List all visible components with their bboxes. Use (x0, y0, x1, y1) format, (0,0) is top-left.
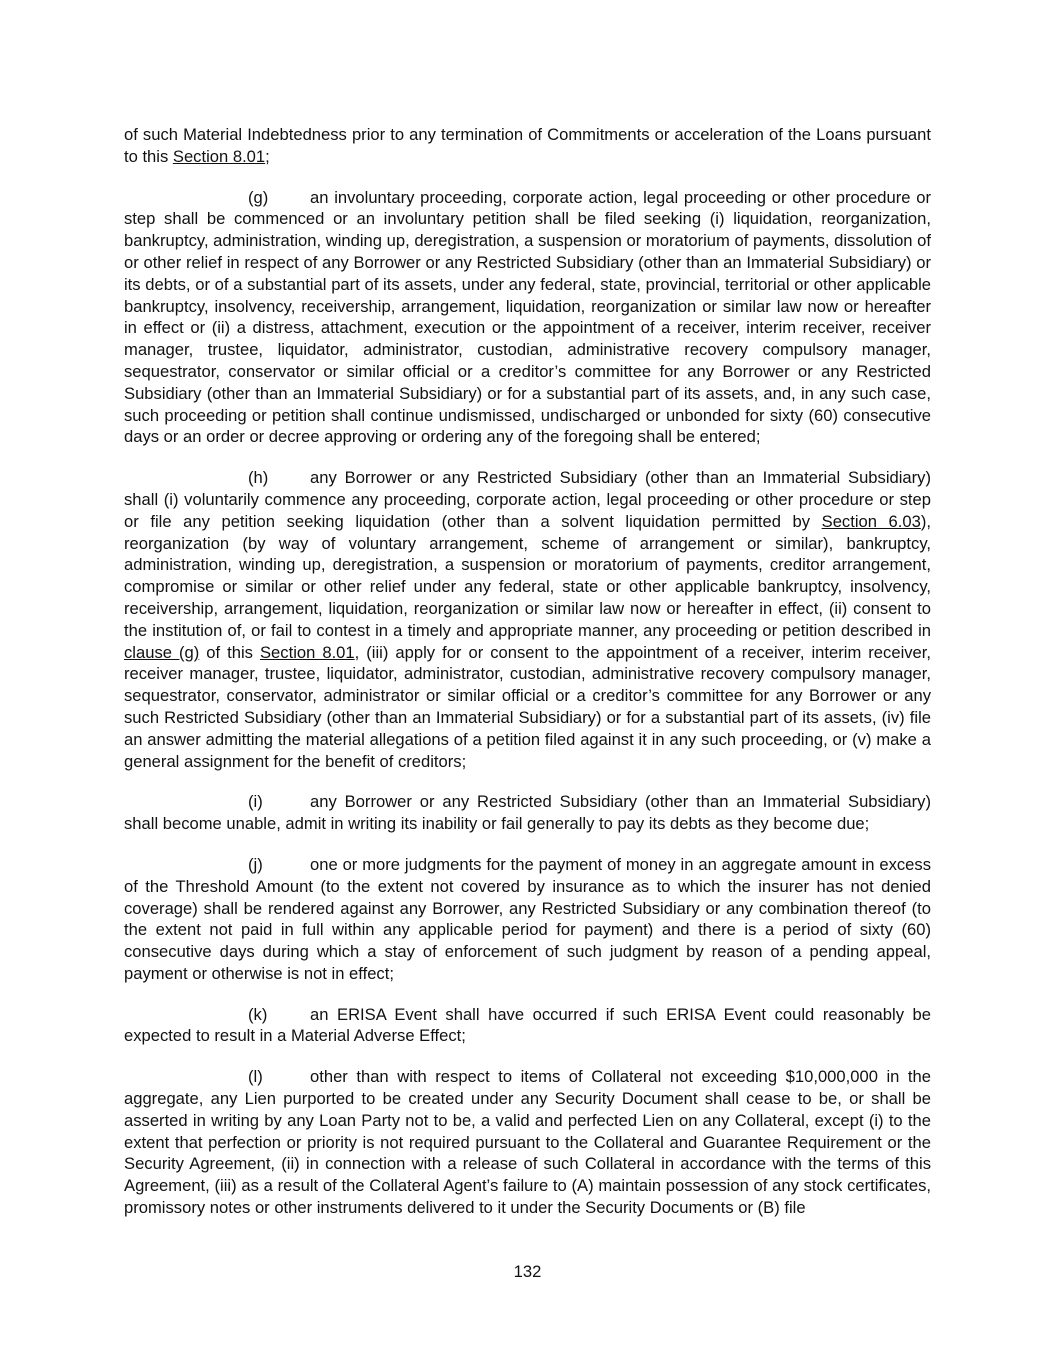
clause-label: (k) (248, 1004, 268, 1024)
clause-label: (i) (248, 792, 263, 812)
text-segment: one or more judgments for the payment of money in an aggregate amount in excess of the Threshold Amount (to the extent not covered by insurance as to which the insurer has not denied coverage) shall be rendered against any Borrower, any Restricted Subsidiary or any combination thereof (to the extent not paid in full within any applicable period for payment) and there is a period of sixty (60) consecutive days during which a stay of enforcement of such judgment by reason of a pending appeal, payment or otherwise is not in effect; (124, 854, 931, 983)
clause-label: (j) (248, 854, 263, 874)
paragraph-g (124, 187, 931, 449)
text-segment: any Borrower or any Restricted Subsidiary (other than an Immaterial Subsidiary) shall (i) voluntarily commence any proceeding, corporate action, legal proceeding or other procedure or step or file any petition seeking liquidation (other than a solvent liquidation permitted by (124, 468, 931, 531)
clause-label: (g) (248, 187, 269, 207)
clause-label: (h) (248, 468, 269, 488)
paragraph-l (124, 1066, 931, 1219)
text-segment: ; (265, 146, 270, 166)
text-segment: , (iii) apply for or consent to the appointment of a receiver, interim receiver, receiver manager, trustee, liquidator, administrator, custodian, administrative recovery compulsory manager, sequestrator, conservator, administrator or similar official or a creditor’s committee for any Borrower or any such Restricted Subsidiary (other than an Immaterial Subsidiary) or for a substantial part of its assets, (iv) file an answer admitting the material allegations of a petition filed against it in any such proceeding, or (v) make a general assignment for the benefit of creditors; (124, 642, 931, 771)
paragraph-i (124, 791, 931, 835)
paragraph-j (124, 854, 931, 985)
cross-reference-link: Section 8.01 (172, 146, 266, 166)
page-number: 132 (513, 1262, 542, 1281)
clause-label: (l) (248, 1067, 263, 1087)
cross-reference-link: Section 8.01 (259, 642, 355, 662)
cross-reference-link: clause (g) (124, 642, 200, 662)
cross-reference-link: Section 6.03 (821, 511, 921, 531)
text-segment: an ERISA Event shall have occurred if such ERISA Event could reasonably be expected to result in a Material Adverse Effect; (124, 1004, 931, 1046)
paragraph-k (124, 1004, 931, 1048)
text-segment: any Borrower or any Restricted Subsidiary (other than an Immaterial Subsidiary) shall become unable, admit in writing its inability or fail generally to pay its debts as they become due; (124, 792, 931, 834)
text-segment: ), reorganization (by way of voluntary arrangement, scheme of arrangement or similar), bankruptcy, administration, winding up, deregistration, a suspension or moratorium of payments, creditor arrangement, compromise or similar or other relief under any federal, state or other applicable bankruptcy, insolvency, receivership, arrangement, liquidation, reorganization or similar law now or hereafter in effect, (ii) consent to the institution of, or fail to contest in a timely and appropriate manner, any proceeding or petition described in (124, 511, 931, 640)
paragraph-continuation (124, 124, 931, 168)
text-segment: of this (199, 642, 260, 662)
text-segment: an involuntary proceeding, corporate action, legal proceeding or other procedure or step shall be commenced or an involuntary petition shall be filed seeking (i) liquidation, reorganization, bankruptcy, administration, winding up, deregistration, a suspension or moratorium of payments, dissolution of or other relief in respect of any Borrower or any Restricted Subsidiary (other than an Immaterial Subsidiary) or its debts, or of a substantial part of its assets, under any federal, state, provincial, territorial or other applicable bankruptcy, insolvency, receivership, arrangement, liquidation, reorganization or similar law now or hereafter in effect or (ii) a distress, attachment, execution or the appointment of a receiver, interim receiver, receiver manager, trustee, liquidator, administrator, custodian, administrative recovery compulsory manager, sequestrator, conservator or similar official or a creditor’s committee for any Borrower or any Restricted Subsidiary (other than an Immaterial Subsidiary) or for a substantial part of its assets, and, in any such case, such proceeding or petition shall continue undismissed, undischarged or unbonded for sixty (60) consecutive days or an order or decree approving or ordering any of the foregoing shall be entered; (124, 187, 931, 447)
document-page (124, 124, 931, 1238)
text-segment: of such Material Indebtedness prior to any termination of Commitments or acceleration of the Loans pursuant to this (124, 125, 931, 166)
paragraph-h (124, 467, 931, 772)
text-segment: other than with respect to items of Collateral not exceeding $10,000,000 in the aggregate, any Lien purported to be created under any Security Document shall cease to be, or shall be asserted in writing by any Loan Party not to be, a valid and perfected Lien on any Collateral, except (i) to the extent that perfection or priority is not required pursuant to the Collateral and Guarantee Requirement or the Security Agreement, (ii) in connection with a release of such Collateral in accordance with the terms of this Agreement, (iii) as a result of the Collateral Agent’s failure to (A) maintain possession of any stock certificates, promissory notes or other instruments delivered to it under the Security Documents or (B) file (124, 1067, 931, 1218)
